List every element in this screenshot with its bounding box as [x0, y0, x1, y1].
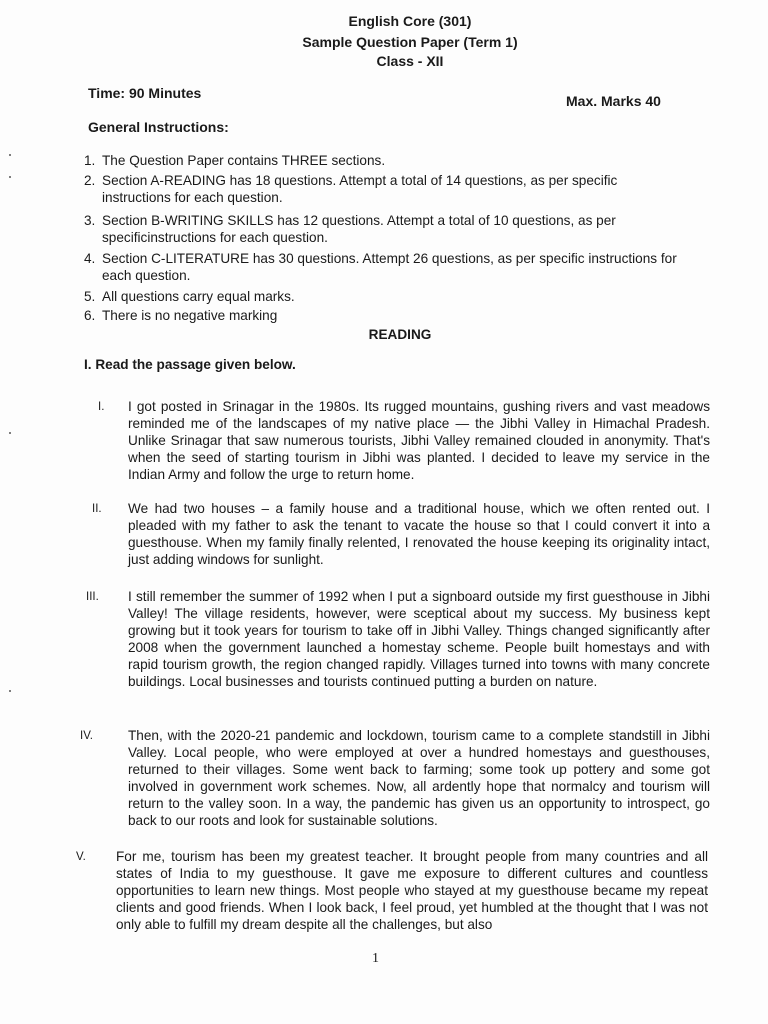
paragraph-text: I got posted in Srinagar in the 1980s. Its rugged mountains, gushing rivers and vast meadows reminded me of the landscapes of my native place — the Jibhi Valley in Himachal Pradesh. Unlike Srinagar that saw numerous tourists, Jibhi Valley remained clouded in anonymity. That's when the seed of starting tourism in Jibhi was planted. I decided to leave my service in the Indian Army and follow the urge to return home. — [128, 399, 710, 482]
paragraph-numeral: V. — [76, 851, 86, 863]
passage-paragraph — [84, 398, 710, 483]
instruction-number: 6. — [84, 308, 96, 323]
instruction-text-cont: instructions for each question. — [102, 190, 283, 205]
paragraph-numeral: III. — [86, 591, 99, 603]
scan-speck — [9, 176, 11, 178]
scan-speck — [9, 432, 11, 434]
section-heading-reading: READING — [368, 327, 432, 342]
instruction-item — [84, 212, 724, 246]
instruction-number: 2. — [84, 173, 96, 188]
passage-paragraph — [78, 848, 708, 933]
paper-title: English Core (301) — [348, 13, 472, 29]
instruction-item — [84, 172, 724, 206]
passage-paragraph — [84, 588, 710, 690]
general-instructions-heading: General Instructions: — [88, 119, 229, 135]
max-marks-label: Max. Marks 40 — [566, 93, 661, 109]
page-number: 1 — [372, 951, 379, 966]
instruction-item — [84, 288, 724, 305]
instruction-item — [84, 152, 724, 169]
class-label: Class - XII — [376, 53, 444, 69]
instruction-text: Section A-READING has 18 questions. Attempt a total of 14 questions, as per specific — [102, 173, 618, 188]
instruction-item — [84, 250, 724, 284]
paragraph-numeral: I. — [98, 401, 105, 413]
paper-subtitle: Sample Question Paper (Term 1) — [302, 34, 518, 50]
paragraph-text: Then, with the 2020-21 pandemic and lockdown, tourism came to a complete standstill in Jibhi Valley. Local people, who were employed at over a hundred homestays and guesthouses, returned to their villages. Some went back to farming; some took up pottery and some got involved in government work schemes. Now, all ardently hope that normalcy and tourism will return to the valley soon. In a way, the pandemic has given us an opportunity to introspect, go back to our roots and look for sustainable solutions. — [128, 728, 710, 828]
paragraph-text: We had two houses – a family house and a traditional house, which we often rented out. I pleaded with my father to ask the tenant to vacate the house so that I could convert it into a guesthouse. When my family finally relented, I renovated the house keeping its originality intact, just adding windows for sunlight. — [128, 501, 710, 567]
instruction-text: Section C-LITERATURE has 30 questions. Attempt 26 questions, as per specific instructions for — [102, 251, 677, 266]
instruction-text-cont: each question. — [102, 268, 191, 283]
passage-paragraph — [80, 727, 710, 829]
instruction-number: 3. — [84, 213, 96, 228]
scan-speck — [9, 690, 11, 692]
passage-paragraph — [84, 500, 710, 568]
instruction-text: The Question Paper contains THREE sections. — [102, 153, 386, 168]
instruction-text: There is no negative marking — [102, 308, 278, 323]
instruction-number: 1. — [84, 153, 96, 168]
instruction-number: 5. — [84, 289, 96, 304]
passage-instruction: I. Read the passage given below. — [84, 357, 296, 372]
instruction-text-cont: specificinstructions for each question. — [102, 230, 328, 245]
instruction-text: Section B-WRITING SKILLS has 12 questions. Attempt a total of 10 questions, as per — [102, 213, 616, 228]
paragraph-numeral: II. — [92, 503, 102, 515]
paragraph-numeral: IV. — [80, 730, 94, 742]
time-label: Time: 90 Minutes — [88, 85, 202, 101]
instruction-text: All questions carry equal marks. — [102, 289, 295, 304]
instruction-item — [84, 307, 724, 324]
instruction-number: 4. — [84, 251, 96, 266]
paragraph-text: I still remember the summer of 1992 when I put a signboard outside my first guesthouse in Jibhi Valley! The village residents, however, were sceptical about my success. My business kept growing but it took years for tourism to take off in Jibhi Valley. Things changed significantly after 2008 when the government launched a homestay scheme. People built homestays and with rapid tourism growth, the region changed rapidly. Villages turned into towns with many concrete buildings. Local businesses and tourists continued putting a burden on nature. — [128, 589, 710, 689]
scan-speck — [9, 154, 11, 156]
paragraph-text: For me, tourism has been my greatest teacher. It brought people from many countries and all states of India to my guesthouse. It gave me exposure to different cultures and countless opportunities to learn new things. Most people who stayed at my guesthouse became my repeat clients and good friends. When I look back, I feel proud, yet humbled at the thought that I was not only able to fulfill my dream despite all the challenges, but also — [116, 849, 708, 932]
